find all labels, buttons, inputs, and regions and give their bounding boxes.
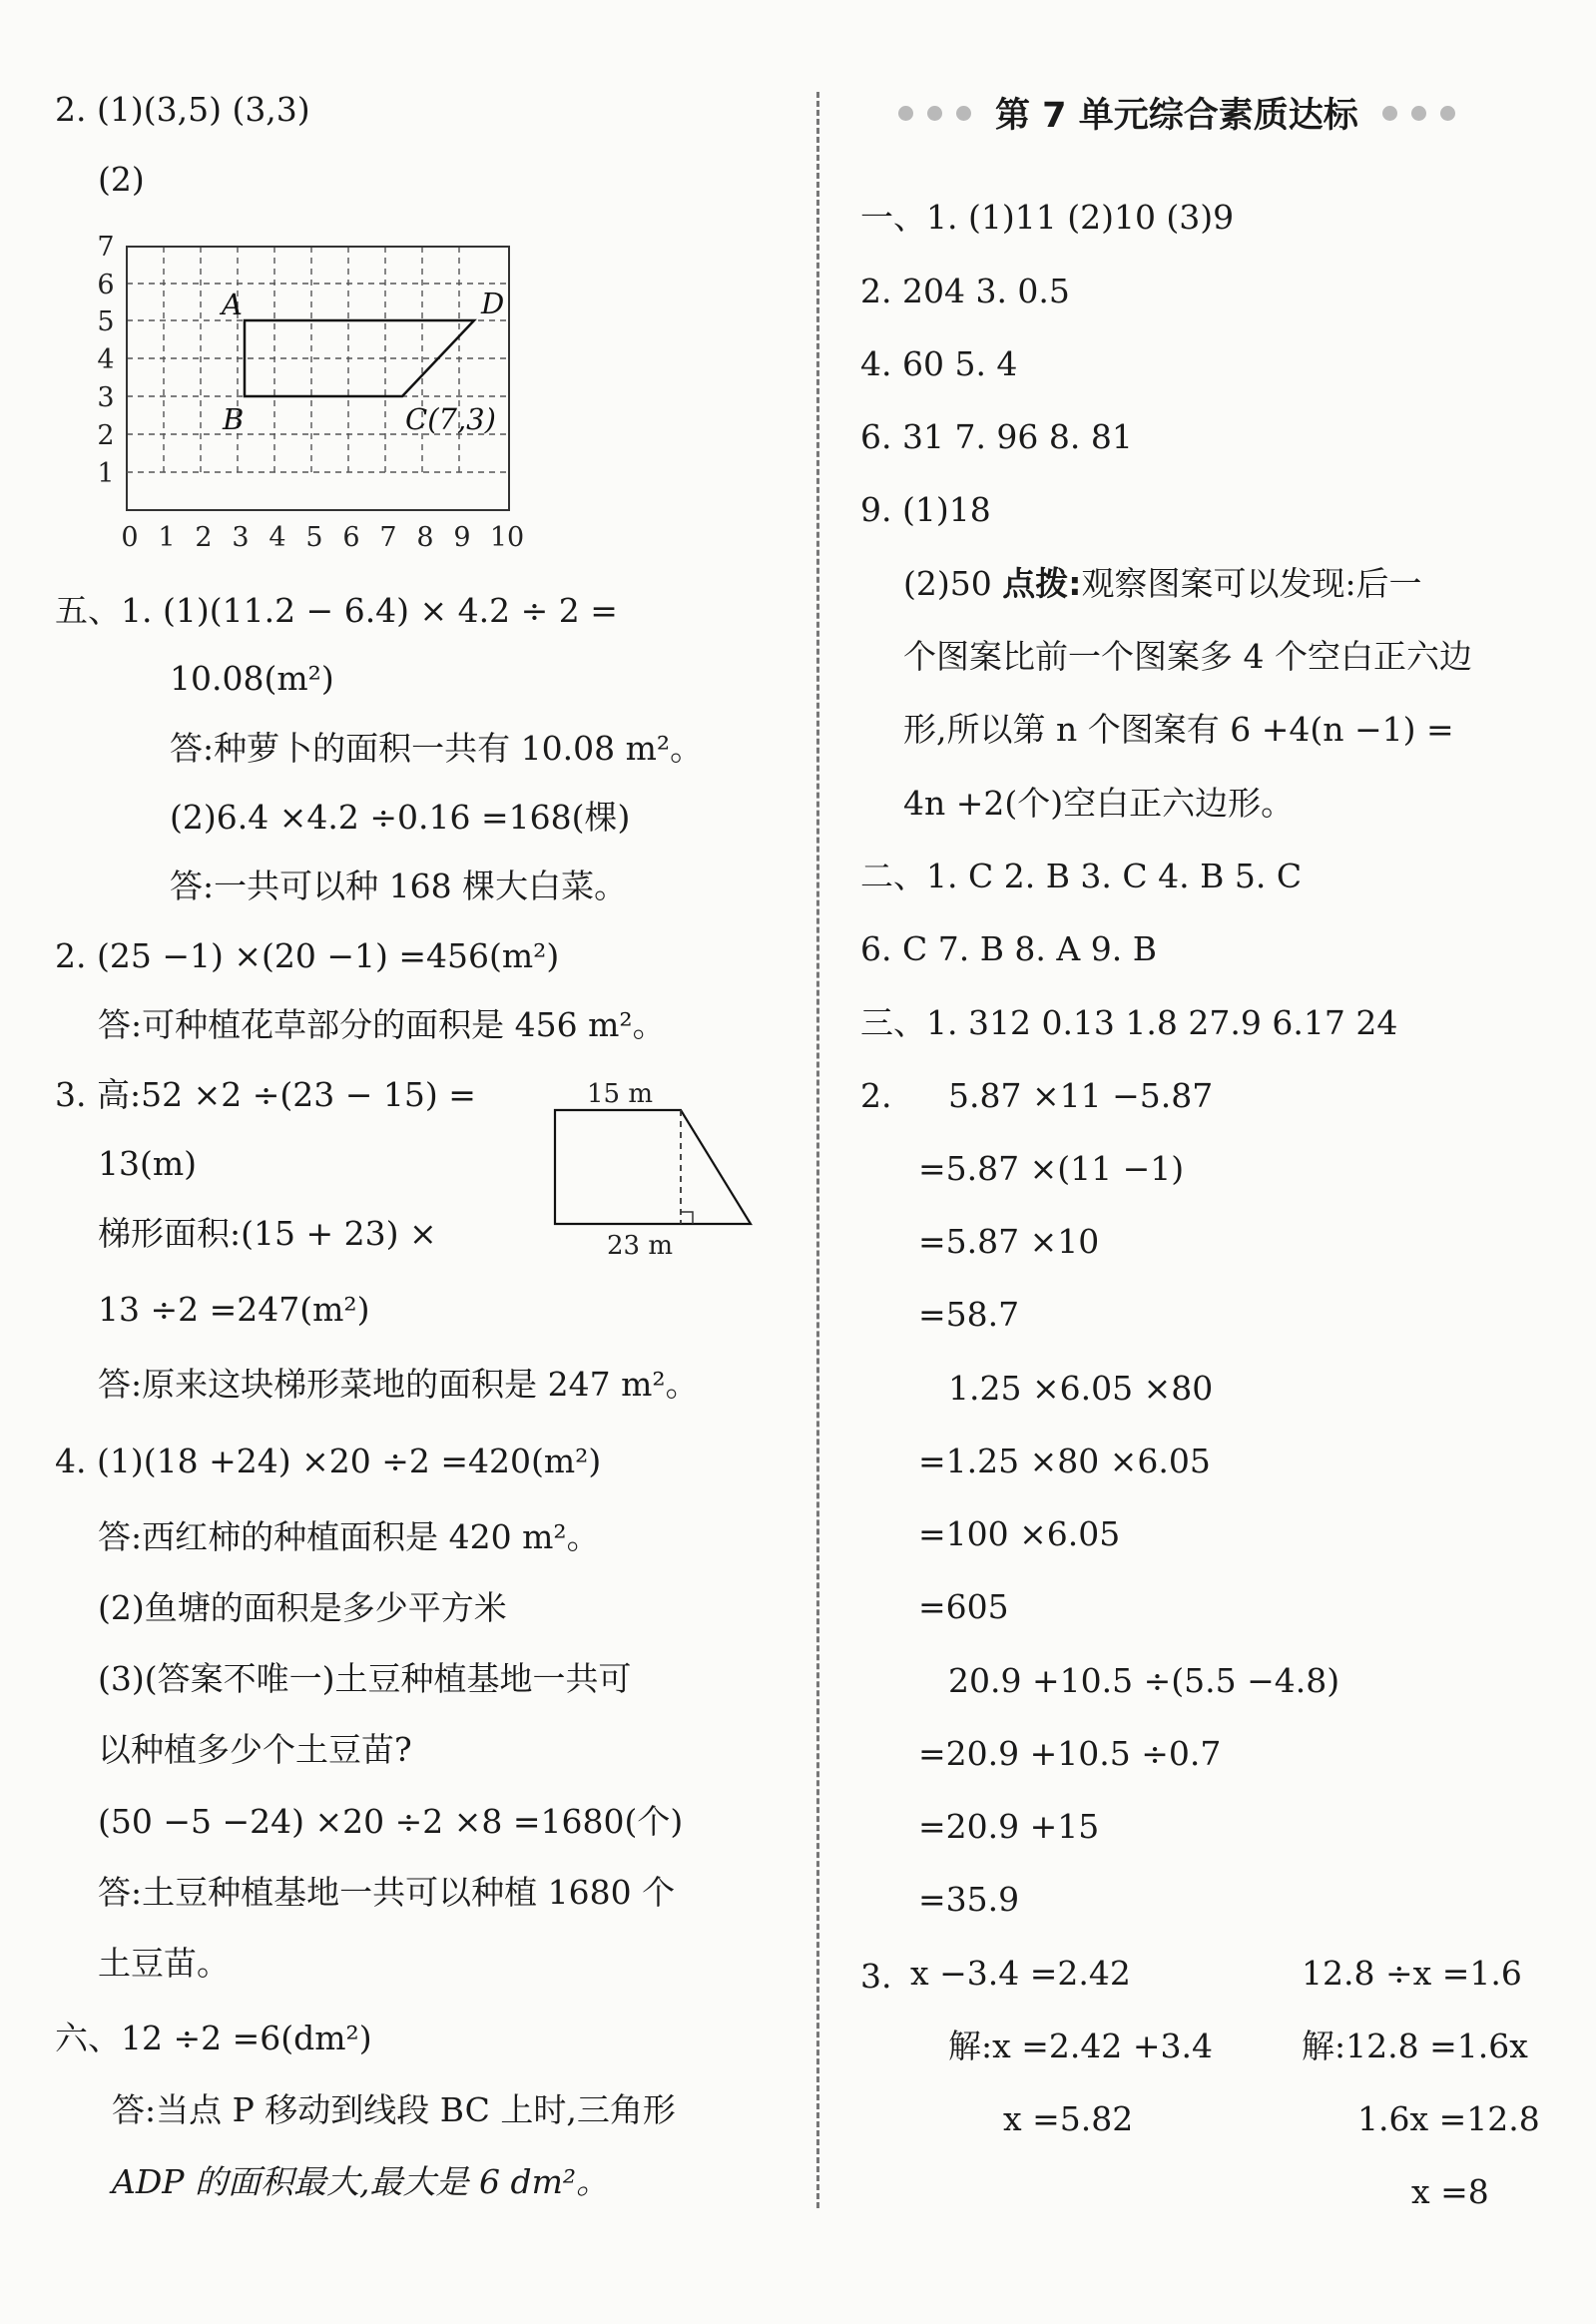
- s5-line: (3)(答案不唯一)土豆种植基地一共可: [98, 1659, 632, 1698]
- r-line: 个图案比前一个图案多 4 个空白正六边: [903, 637, 1472, 676]
- x-tick: 4: [268, 522, 286, 553]
- y-tick: 3: [97, 382, 115, 413]
- s5-line: 10.08(m²): [170, 659, 334, 698]
- r-line: =35.9: [918, 1880, 1020, 1919]
- decor-dot: [1382, 106, 1397, 121]
- x-tick: 6: [342, 522, 360, 553]
- grid-frame: [127, 247, 509, 510]
- r-line: 6. 31 7. 96 8. 81: [860, 417, 1133, 456]
- x-tick: 0: [121, 522, 139, 553]
- decor-dot: [1440, 106, 1455, 121]
- r-line: 解:12.8 =1.6x: [1302, 2027, 1528, 2065]
- r-line: =5.87 ×10: [918, 1222, 1100, 1261]
- s5-line: 答:可种植花草部分的面积是 456 m²。: [98, 1005, 666, 1044]
- y-tick: 1: [97, 458, 115, 489]
- s5-line: (2)6.4 ×4.2 ÷0.16 =168(棵): [170, 798, 631, 837]
- s5-line: 答:种萝卜的面积一共有 10.08 m²。: [170, 729, 704, 768]
- coordinate-grid: [80, 225, 539, 554]
- s5-line: 答:土豆种植基地一共可以种植 1680 个: [98, 1873, 676, 1912]
- s5-line: 2. (25 −1) ×(20 −1) =456(m²): [55, 936, 560, 975]
- r-line: 9. (1)18: [860, 490, 991, 529]
- s6-line: 六、12 ÷2 =6(dm²): [55, 2019, 372, 2057]
- s5-line: 答:原来这块梯形菜地的面积是 247 m²。: [98, 1365, 699, 1404]
- point-label-c: C(7,3): [405, 402, 496, 436]
- r-line: 三、1. 312 0.13 1.8 27.9 6.17 24: [860, 1003, 1398, 1042]
- r-line: =58.7: [918, 1295, 1020, 1334]
- s5-line: 4. (1)(18 +24) ×20 ÷2 =420(m²): [55, 1442, 602, 1480]
- s5-line: 土豆苗。: [98, 1944, 230, 1983]
- s6-line: ADP 的面积最大,最大是 6 dm²。: [112, 2162, 610, 2201]
- r-line: 解:x =2.42 +3.4: [948, 2027, 1213, 2065]
- decor-dot: [927, 106, 942, 121]
- y-tick: 7: [97, 232, 115, 263]
- r-line: 1.25 ×6.05 ×80: [948, 1369, 1214, 1408]
- r-line: 二、1. C 2. B 3. C 4. B 5. C: [860, 857, 1303, 895]
- s5-line: 13(m): [98, 1144, 198, 1183]
- y-tick: 4: [97, 344, 115, 375]
- r-line: =100 ×6.05: [918, 1514, 1121, 1553]
- q2-answer: 2. (1)(3,5) (3,3): [55, 90, 310, 129]
- point-label-b: B: [223, 402, 245, 436]
- x-tick: 7: [379, 522, 397, 553]
- r-line: 20.9 +10.5 ÷(5.5 −4.8): [948, 1661, 1340, 1700]
- x-tick: 5: [305, 522, 323, 553]
- s5-line: (50 −5 −24) ×20 ÷2 ×8 =1680(个): [98, 1802, 684, 1841]
- s5-line: (2)鱼塘的面积是多少平方米: [98, 1588, 507, 1627]
- r-line: 2.: [860, 1076, 892, 1115]
- r-line: =605: [918, 1587, 1009, 1626]
- s5-line: 答:西红柿的种植面积是 420 m²。: [98, 1517, 600, 1556]
- decor-dot: [898, 106, 913, 121]
- s5-line: 3. 高:52 ×2 ÷(23 − 15) =: [55, 1075, 476, 1114]
- hint-label: 点拨:: [1002, 564, 1082, 603]
- y-tick: 2: [97, 420, 115, 451]
- section-header: [898, 86, 1455, 140]
- s6-line: 答:当点 P 移动到线段 BC 上时,三角形: [112, 2090, 676, 2129]
- r-line: =20.9 +15: [918, 1807, 1100, 1846]
- r-line: 一、1. (1)11 (2)10 (3)9: [860, 198, 1235, 237]
- r-line: x −3.4 =2.42: [910, 1954, 1131, 1993]
- x-tick: 8: [416, 522, 434, 553]
- r-line: 2. 204 3. 0.5: [860, 272, 1070, 310]
- y-tick: 5: [97, 306, 115, 337]
- r-line: x =5.82: [1003, 2099, 1134, 2138]
- s5-line: 答:一共可以种 168 棵大白菜。: [170, 867, 628, 905]
- decor-dot: [956, 106, 971, 121]
- column-divider: [816, 92, 819, 2208]
- s5-line: 13 ÷2 =247(m²): [98, 1290, 370, 1329]
- r-line: 4. 60 5. 4: [860, 344, 1018, 383]
- q2-part2: (2): [98, 160, 145, 199]
- r-line: 4n +2(个)空白正六边形。: [903, 784, 1295, 823]
- s5-line: 梯形面积:(15 + 23) ×: [98, 1214, 437, 1253]
- r-line: 1.6x =12.8: [1357, 2099, 1540, 2138]
- section-title: 第 7 单元综合素质达标: [995, 96, 1358, 136]
- trapezoid-top-label: 15 m: [587, 1079, 654, 1109]
- x-tick: 3: [232, 522, 250, 553]
- r-line: [903, 564, 1422, 604]
- s5-line: 以种植多少个土豆苗?: [98, 1730, 412, 1769]
- r-line: 6. C 7. B 8. A 9. B: [860, 929, 1157, 968]
- trapezoid-figure: [549, 1068, 769, 1258]
- x-tick: 10: [489, 522, 525, 553]
- decor-dot: [1411, 106, 1426, 121]
- y-tick: 6: [97, 270, 115, 300]
- r-line: x =8: [1411, 2172, 1489, 2211]
- r-line: =1.25 ×80 ×6.05: [918, 1442, 1211, 1480]
- r-line: 12.8 ÷x =1.6: [1302, 1954, 1522, 1993]
- r6-part: 观察图案可以发现:后一: [1081, 564, 1422, 603]
- x-tick: 9: [453, 522, 471, 553]
- point-label-a: A: [222, 288, 243, 321]
- r-line: 形,所以第 n 个图案有 6 +4(n −1) =: [903, 710, 1454, 749]
- r-line: =5.87 ×(11 −1): [918, 1149, 1185, 1188]
- r-line: 3.: [860, 1957, 892, 1996]
- r-line: =20.9 +10.5 ÷0.7: [918, 1734, 1222, 1773]
- x-tick: 2: [195, 522, 213, 553]
- r6-part: (2)50: [903, 564, 1003, 603]
- x-tick: 1: [158, 522, 176, 553]
- s5-line: 五、1. (1)(11.2 − 6.4) × 4.2 ÷ 2 =: [55, 591, 618, 630]
- point-label-d: D: [481, 287, 505, 320]
- trapezoid-bottom-label: 23 m: [607, 1231, 674, 1258]
- r-line: 5.87 ×11 −5.87: [948, 1076, 1214, 1115]
